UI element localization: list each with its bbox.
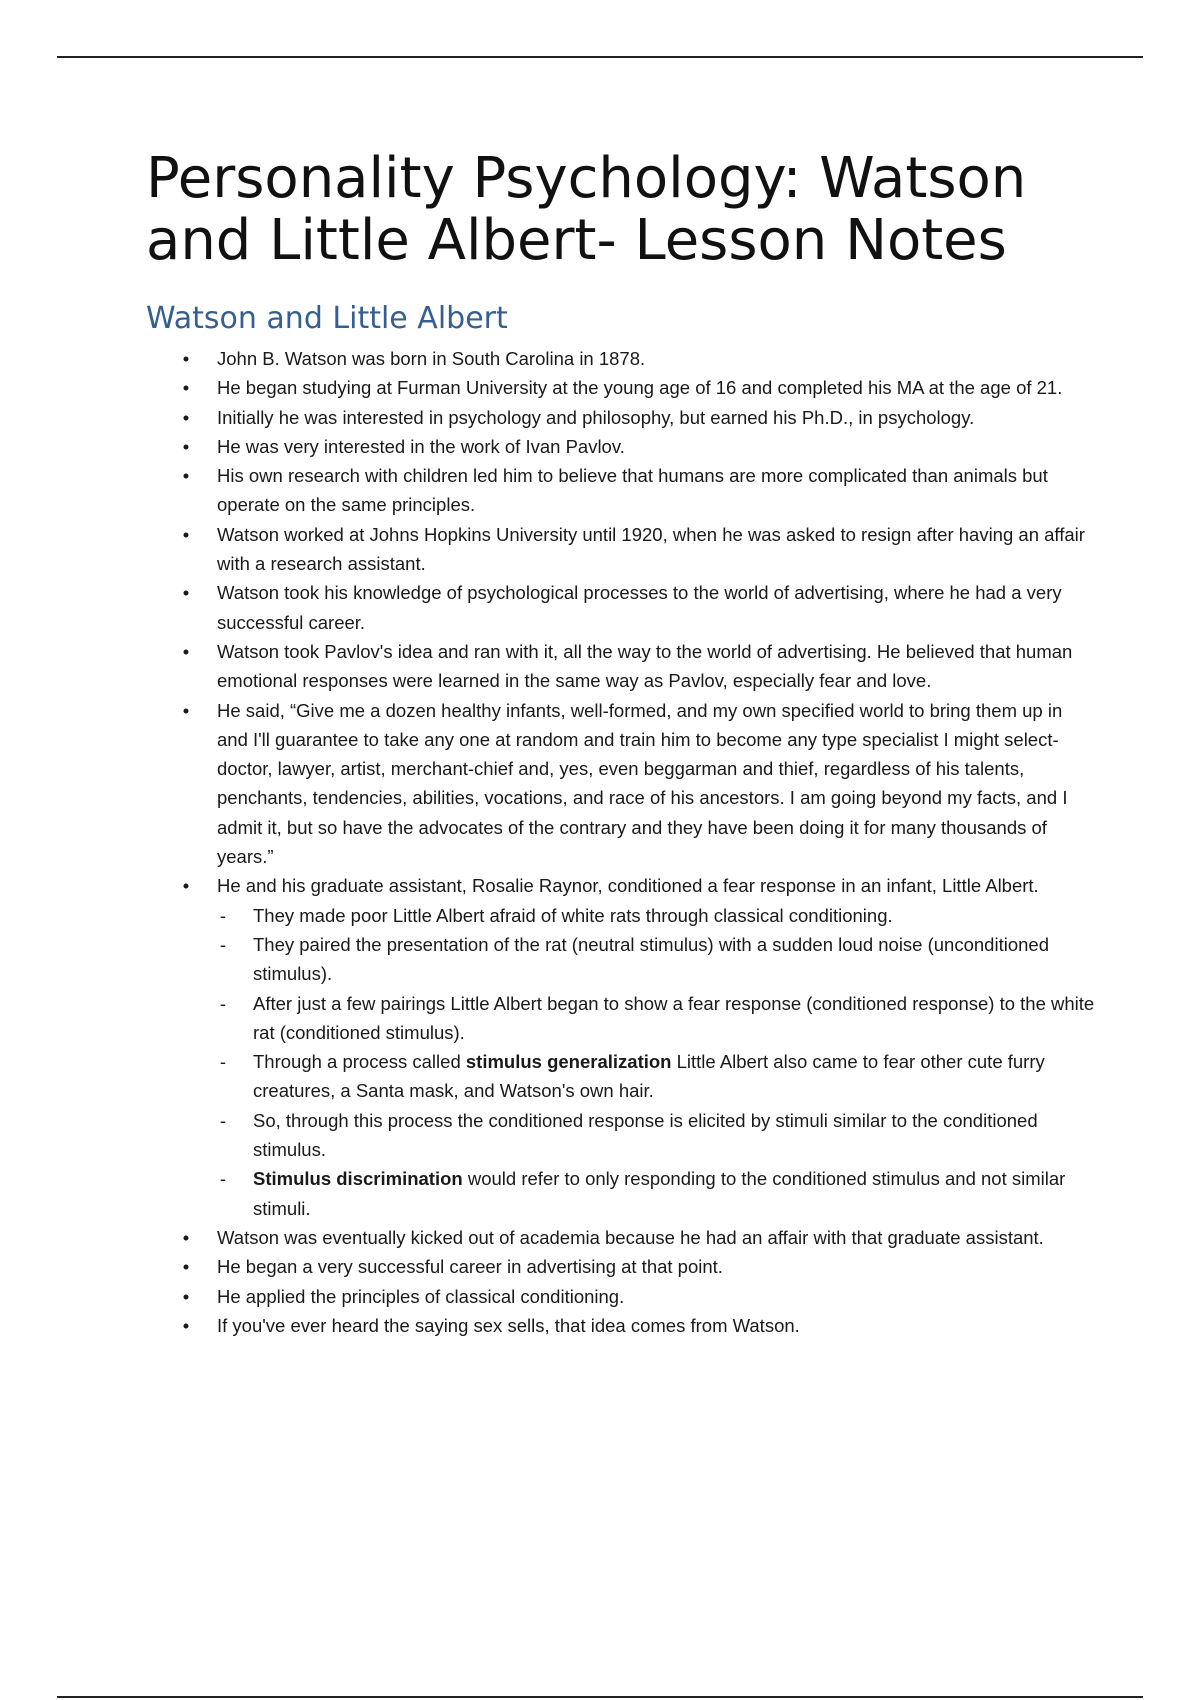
dash-icon: -	[219, 1109, 227, 1131]
dash-icon: -	[219, 1051, 227, 1073]
sub-list	[217, 901, 1096, 1223]
sub-list-item	[217, 1164, 1096, 1223]
sub-list-item	[217, 930, 1096, 989]
sub-list-item-text-start: Through a process called	[253, 1051, 466, 1073]
list-item-text: He began a very successful career in advertising at that point.	[217, 1256, 723, 1278]
list-item-text: Watson was eventually kicked out of academia because he had an affair with that graduate assistant.	[217, 1226, 1044, 1248]
document-page	[146, 148, 1096, 1340]
list-item-text: Initially he was interested in psychology and philosophy, but earned his Ph.D., in psychology.	[217, 406, 975, 428]
list-item	[146, 1252, 1096, 1281]
sub-list-item-text-end: Little Albert also came to fear other cute furry creatures, a Santa mask, and Watson's own hair.	[253, 1051, 1045, 1102]
bullet-icon: •	[182, 523, 190, 545]
bullet-icon: •	[182, 377, 190, 399]
list-item	[146, 344, 1096, 373]
list-item	[146, 461, 1096, 520]
list-item	[146, 637, 1096, 696]
list-item-text: Watson took Pavlov's idea and ran with it, all the way to the world of advertising. He believed that human emotional responses were learned in the same way as Pavlov, especially fear and love.	[217, 640, 1073, 692]
list-item-text: John B. Watson was born in South Carolina in 1878.	[217, 348, 646, 369]
dash-icon: -	[219, 1168, 227, 1190]
bullet-icon: •	[182, 640, 190, 662]
dash-icon: -	[219, 992, 227, 1014]
bullet-icon: •	[182, 1256, 190, 1278]
list-item-text: He began studying at Furman University at the young age of 16 and completed his MA at the age of 21.	[217, 377, 1063, 399]
dash-icon: -	[219, 904, 227, 926]
list-item-text: Watson took his knowledge of psychological processes to the world of advertising, where he had a very successful career.	[217, 582, 1062, 633]
sub-list-item-text: So, through this process the conditioned response is elicited by stimuli similar to the conditioned stimulus.	[253, 1109, 1038, 1161]
bullet-icon: •	[182, 1226, 190, 1248]
bullet-icon: •	[182, 406, 190, 428]
list-item-text: He applied the principles of classical conditioning.	[217, 1285, 625, 1307]
list-item	[146, 403, 1096, 432]
bullet-icon: •	[182, 465, 190, 487]
list-item	[146, 432, 1096, 461]
term-stimulus-discrimination: Stimulus discrimination	[253, 1168, 463, 1190]
list-item	[146, 871, 1096, 1223]
list-item	[146, 1282, 1096, 1311]
bullet-icon: •	[182, 699, 190, 721]
list-item	[146, 1311, 1096, 1340]
sub-list-item-text: After just a few pairings Little Albert began to show a fear response (conditioned response) to the white rat (conditioned stimulus).	[253, 992, 1095, 1043]
list-item	[146, 696, 1096, 872]
sub-list-item-text: They made poor Little Albert afraid of white rats through classical conditioning.	[253, 904, 893, 926]
list-item	[146, 1223, 1096, 1252]
list-item-text: He said, “Give me a dozen healthy infants, well-formed, and my own specified world to bring them up in and I'll guarantee to take any one at random and train him to become any type specialist I might select- doctor, lawyer, artist, merchant-chief and, yes, even beggarman and thief, regardless of his talents, penchants, tendencies, abilities, vocations, and race of his ancestors. I am going beyond my facts, and I admit it, but so have the advocates of the contrary and they have been doing it for many thousands of years.”	[217, 699, 1068, 868]
bottom-rule	[57, 1696, 1143, 1698]
notes-list	[146, 344, 1096, 1340]
top-rule	[57, 56, 1143, 58]
list-item	[146, 578, 1096, 637]
list-item-text: He and his graduate assistant, Rosalie Raynor, conditioned a fear response in an infant, Little Albert.	[217, 875, 1039, 897]
bullet-icon: •	[182, 1285, 190, 1307]
term-stimulus-generalization: stimulus generalization	[465, 1051, 672, 1073]
sub-list-item	[217, 989, 1096, 1048]
list-item	[146, 373, 1096, 402]
sub-list-item	[217, 1047, 1096, 1106]
bullet-icon: •	[182, 348, 190, 369]
sub-list-item	[217, 1106, 1096, 1165]
bullet-icon: •	[182, 1314, 190, 1336]
list-item	[146, 520, 1096, 579]
list-item-text: He was very interested in the work of Ivan Pavlov.	[217, 435, 625, 457]
document-title: Personality Psychology: Watson and Little Albert- Lesson Notes	[146, 146, 1027, 273]
list-item-text: If you've ever heard the saying sex sells, that idea comes from Watson.	[217, 1314, 800, 1336]
sub-list-item	[217, 901, 1096, 930]
sub-list-item-text: They paired the presentation of the rat (neutral stimulus) with a sudden loud noise (unconditioned stimulus).	[253, 933, 1049, 985]
dash-icon: -	[219, 933, 227, 955]
sub-list-item-text-end: would refer to only responding to the conditioned stimulus and not similar stimuli.	[253, 1168, 1066, 1219]
list-item-text: Watson worked at Johns Hopkins University until 1920, when he was asked to resign after having an affair with a research assistant.	[217, 523, 1085, 575]
list-item-text: His own research with children led him to believe that humans are more complicated than animals but operate on the same principles.	[217, 465, 1048, 516]
bullet-icon: •	[182, 435, 190, 457]
bullet-icon: •	[182, 875, 190, 897]
section-heading: Watson and Little Albert	[146, 301, 508, 336]
bullet-icon: •	[182, 582, 190, 604]
